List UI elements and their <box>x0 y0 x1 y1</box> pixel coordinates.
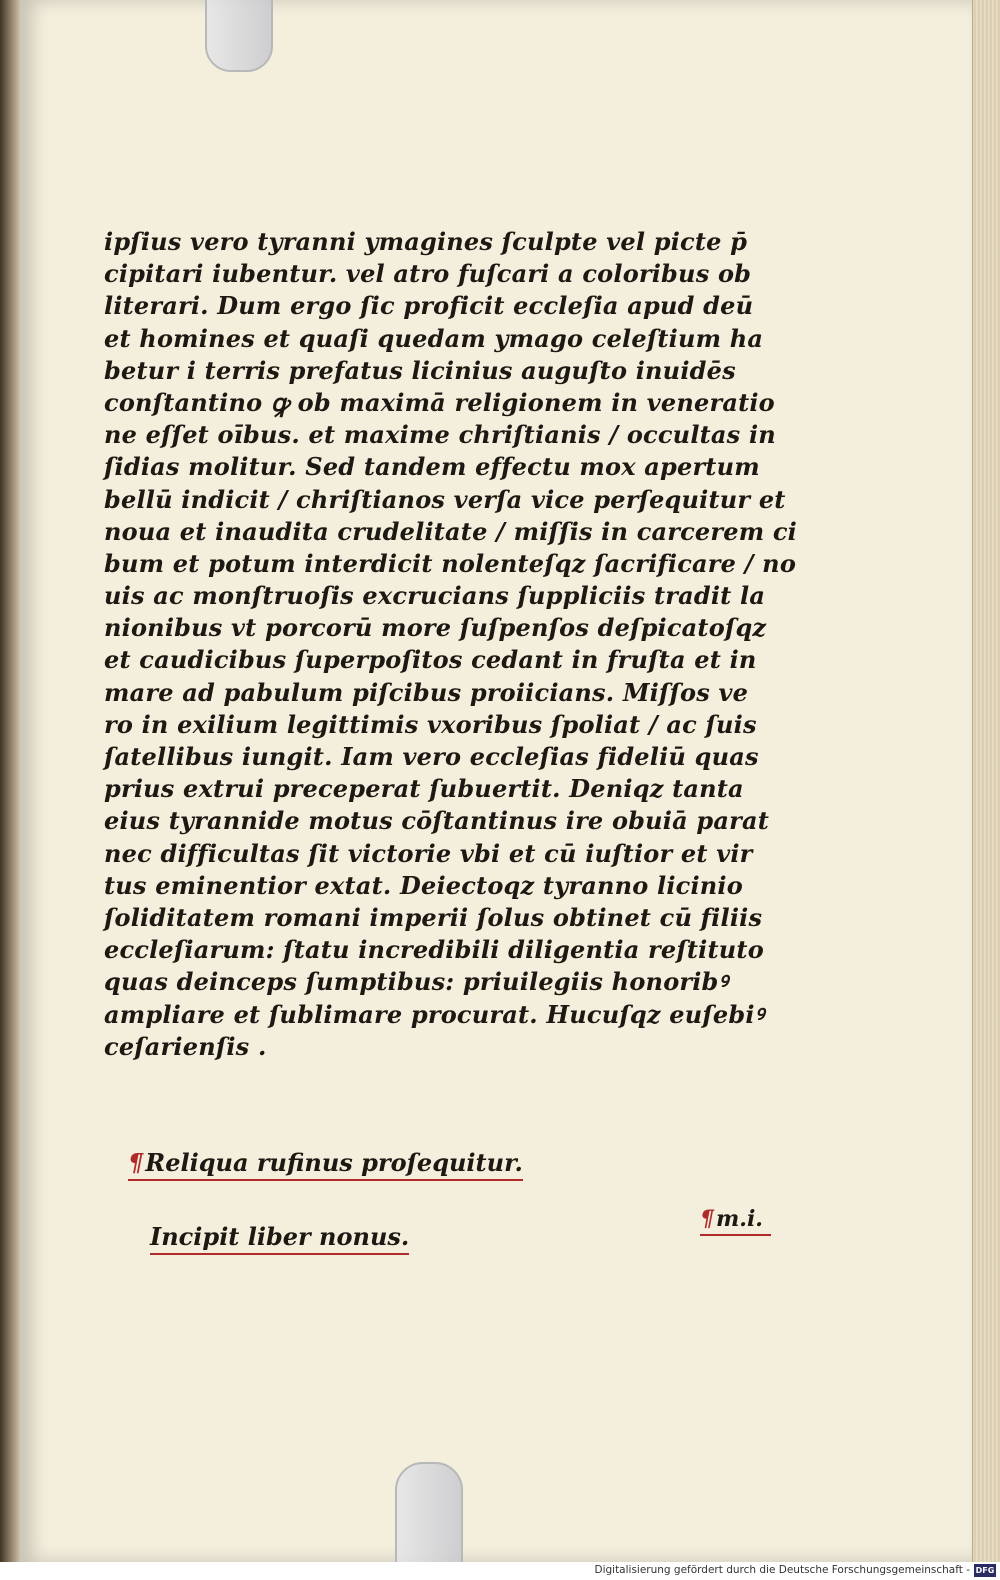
book-page <box>20 0 972 1562</box>
text-line: tus eminentior extat. Deiectoqz tyranno licinio <box>104 870 743 900</box>
text-line: literari. Dum ergo ſic proficit eccleſia apud deū <box>104 291 754 321</box>
page-stack-edge <box>972 0 1000 1562</box>
text-line: ſoliditatem romani imperii ſolus obtinet cū filiis <box>104 902 763 932</box>
text-line: nionibus vt porcorū more ſuſpenſos deſpicatoſqz <box>104 613 767 643</box>
rubric-text: Incipit liber nonus. <box>150 1222 410 1251</box>
text-line: eccleſiarum: ſtatu incredibili diligentia reſtituto <box>104 935 764 965</box>
text-line: nec difficultas ſit victorie vbi et cū iuſtior et vir <box>104 838 753 868</box>
footer-bar <box>0 1562 1000 1580</box>
text-line: ne eſſet oībus. et maxime chriſtianis / occultas in <box>104 420 776 450</box>
text-line: cipitari iubentur. vel atro fuſcari a coloribus ob <box>104 259 752 289</box>
text-line: betur i terris prefatus licinius auguſto inuidēs <box>104 355 736 385</box>
text-line: bellū indicit / chriſtianos verſa vice perſequitur et <box>104 484 786 514</box>
rubric-incipit <box>150 1222 409 1255</box>
rubric-text: Reliqua rufinus proſequitur. <box>145 1148 523 1177</box>
text-line: ſatellibus iungit. Iam vero eccleſias fideliū quas <box>104 742 759 771</box>
text-line: ro in exilium legittimis vxoribus ſpoliat / ac ſuis <box>104 709 757 739</box>
text-line: conſtantino ꝙ ob maximā religionem in veneratio <box>104 387 775 417</box>
text-line: eius tyrannide motus cōſtantinus ire obuiā parat <box>104 806 770 836</box>
text-line: bum et potum interdicit nolenteſqz ſacrificare / no <box>104 548 797 578</box>
text-line: uis ac monſtruoſis excrucians ſuppliciis tradit la <box>104 581 766 611</box>
facing-page-edge <box>0 0 22 1562</box>
text-line: mare ad pabulum piſcibus proiicians. Miſſos ve <box>104 677 749 707</box>
text-line: et caudicibus ſuperpoſitos cedant in fruſta et in <box>104 645 757 675</box>
pilcrow-mark: ¶ <box>700 1206 714 1232</box>
bottom-page-clip <box>395 1462 463 1562</box>
text-line: ſidias molitur. Sed tandem effectu mox apertum <box>104 452 760 482</box>
text-line: noua et inaudita crudelitate / miſſis in carcerem ci <box>104 516 797 546</box>
funding-credit: Digitalisierung gefördert durch die Deutsche Forschungsgemeinschaft - <box>594 1564 970 1576</box>
text-line: quas deinceps ſumptibus: priuilegiis honoribꝰ <box>104 967 728 997</box>
top-page-clip <box>205 0 273 72</box>
rubric-reliqua <box>128 1148 523 1181</box>
signature-mark <box>700 1206 771 1236</box>
page-body-text <box>104 226 797 1063</box>
signature-text: m.i. <box>716 1206 763 1232</box>
text-line: prius extrui preceperat ſubuertit. Deniqz tanta <box>104 774 744 804</box>
pilcrow-mark: ¶ <box>128 1148 144 1177</box>
text-line: ampliare et ſublimare procurat. Hucuſqz euſebiꝰ <box>104 999 765 1029</box>
dfg-logo-icon: DFG <box>975 1566 995 1575</box>
text-line: et homines et quaſi quedam ymago celeſtium ha <box>104 323 764 353</box>
text-line: ceſarienſis . <box>104 1031 267 1061</box>
text-line: ipſius vero tyranni ymagines ſculpte vel picte p̄ <box>104 227 748 256</box>
